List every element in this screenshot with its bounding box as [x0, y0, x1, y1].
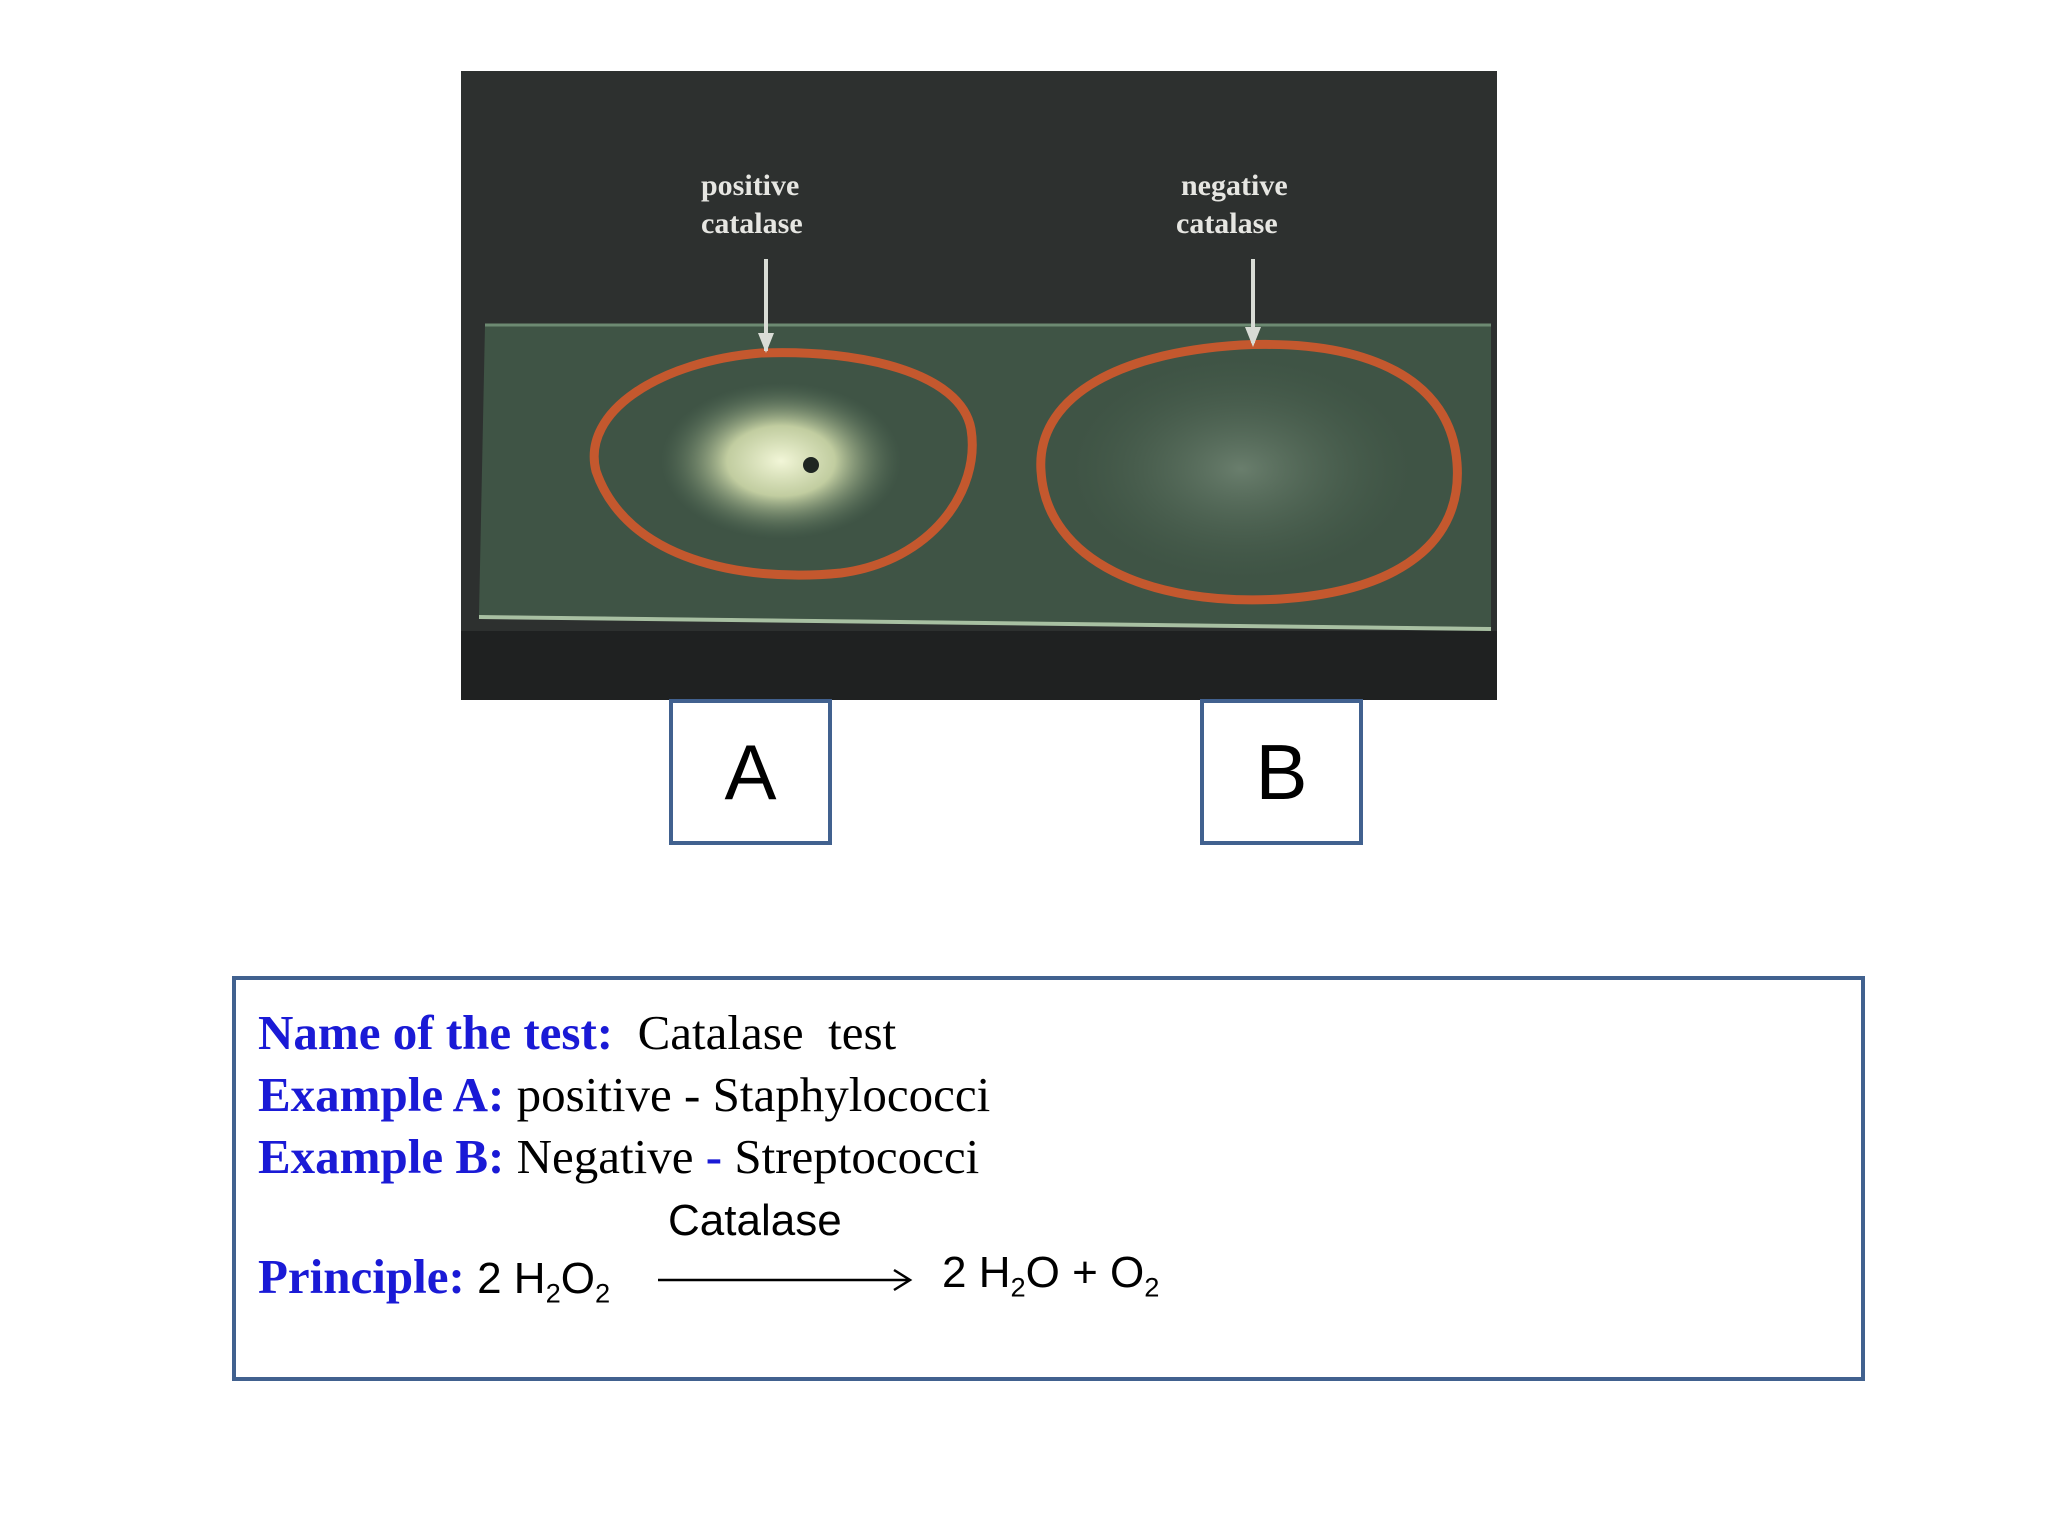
caption-negative-line2: catalase [1176, 207, 1278, 240]
label-b: B [1200, 699, 1363, 845]
reaction-arrow [656, 1260, 914, 1300]
enzyme-label: Catalase [668, 1196, 842, 1245]
products: 2 $H_2O + O_2$ [942, 1248, 1160, 1303]
principle-line [258, 1248, 611, 1309]
caption-positive-line1: positive [701, 169, 800, 202]
example-b-value-1: Negative [516, 1129, 694, 1184]
principle-key: Principle: [258, 1249, 465, 1304]
test-name-key: Name of the test: [258, 1005, 614, 1060]
test-name-value: Catalase test [637, 1005, 897, 1060]
caption-positive-line2: catalase [701, 207, 803, 240]
example-a-value: positive - Staphylococci [516, 1067, 991, 1122]
catalase-test-photo [461, 71, 1497, 700]
reactant: 2 $H_2O_2$ [477, 1254, 611, 1309]
example-b-value-2: Streptococci [734, 1129, 980, 1184]
example-a-key: Example A: [258, 1067, 505, 1122]
example-b-key: Example B: [258, 1129, 505, 1184]
example-b-line [258, 1128, 979, 1185]
test-name-line [258, 1004, 896, 1061]
caption-negative-line1: negative [1181, 169, 1288, 202]
example-a-line [258, 1066, 990, 1123]
test-info-box [232, 976, 1865, 1381]
negative-haze [1071, 359, 1411, 579]
example-b-dash: - [705, 1129, 723, 1184]
label-a: A [669, 699, 832, 845]
positive-bubbles [661, 383, 901, 539]
